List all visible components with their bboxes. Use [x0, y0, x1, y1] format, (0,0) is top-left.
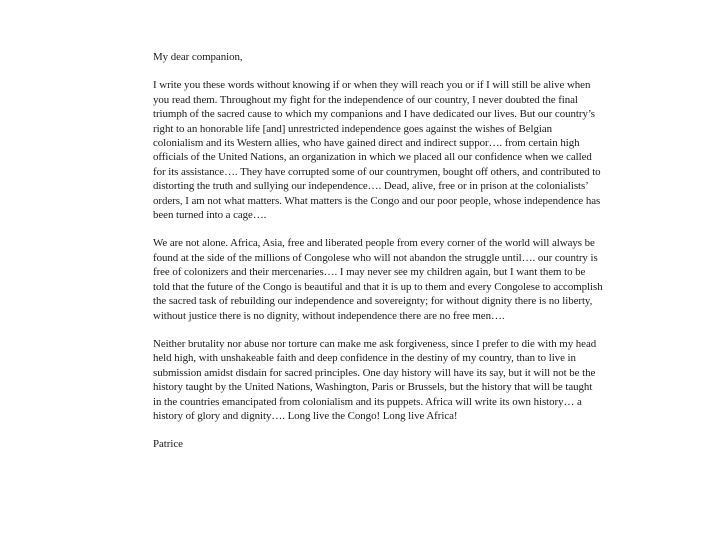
letter-paragraph-2: We are not alone. Africa, Asia, free and liberated people from every corner of the world will always be found at the side of the millions of Congolese who will not abandon the struggle until…. our country is free of colonizers and their mercenaries…. I may never see my children again, but I want them to be told that the future of the Congo is beautiful and that it is up to them and every Congolese to accomplish the sacred task of rebuilding our independence and sovereignty; for without dignity there is no liberty, without justice there is no dignity, without independence there are no free men….: [153, 237, 603, 322]
letter-greeting: My dear companion,: [153, 51, 243, 63]
letter-signature: Patrice: [153, 438, 183, 451]
letter-body: [153, 50, 603, 452]
letter-paragraph-3: Neither brutality nor abuse nor torture can make me ask forgiveness, since I prefer to die with my head held high, with unshakeable faith and deep confidence in the destiny of my country, than to live in submission amidst disdain for sacred principles. One day history will have its say, but it will not be the history taught by the United Nations, Washington, Paris or Brussels, but the history that will be taught in the countries emancipated from colonialism and its puppets. Africa will write its own history… a history of glory and dignity…. Long live the Congo! Long live Africa!: [153, 337, 597, 422]
letter-paragraph-1: I write you these words without knowing if or when they will reach you or if I will still be alive when you read them. Throughout my fight for the independence of our country, I never doubted the final triumph of the sacred cause to which my companions and I have dedicated our lives. But our country’s right to an honorable life [and] unrestricted independence goes against the wishes of Belgian colonialism and its Western allies, who have gained direct and indirect suppor…. from certain high officials of the United Nations, an organization in which we placed all our confidence when we called for its assistance…. They have corrupted some of our countrymen, bought off others, and contributed to distorting the truth and sullying our independence…. Dead, alive, free or in prison at the colonialists’ orders, I am not what matters. What matters is the Congo and our poor people, whose independence has been turned into a cage….: [153, 79, 601, 222]
